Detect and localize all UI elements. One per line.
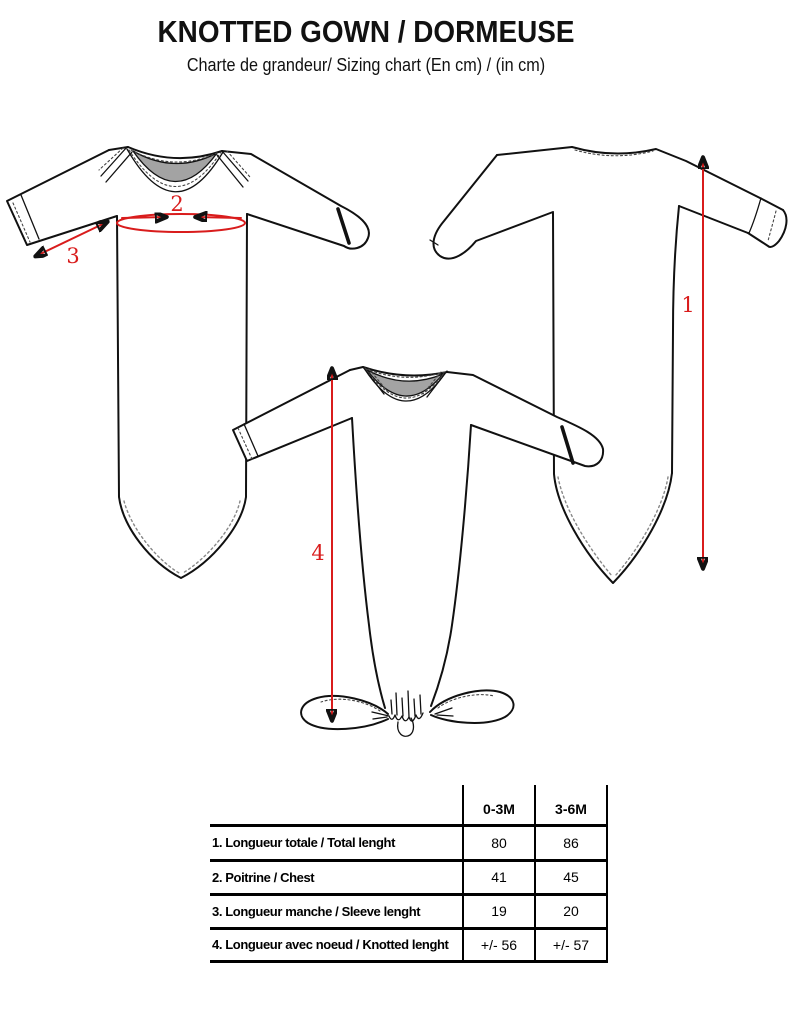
row-value: 80 [463, 825, 535, 860]
table-row [210, 860, 607, 894]
size-header-row [210, 785, 607, 825]
measure-label-3: 3 [66, 244, 80, 268]
row-label: 3. Longueur manche / Sleeve lenght [212, 903, 421, 919]
measure-label-2: 2 [170, 192, 184, 216]
row-value: 45 [535, 860, 607, 894]
sizing-table [210, 785, 608, 963]
empty-header-cell [210, 785, 463, 825]
page-title: KNOTTED GOWN / DORMEUSE [157, 14, 575, 49]
front-view-drawing [7, 147, 369, 578]
size-header-3-6m: 3-6M [535, 785, 607, 825]
size-header-0-3m: 0-3M [463, 785, 535, 825]
row-label: 2. Poitrine / Chest [212, 869, 315, 885]
table-row [210, 825, 607, 860]
row-label: 4. Longueur avec noeud / Knotted lenght [212, 937, 449, 952]
table-row [210, 928, 607, 961]
row-value: 41 [463, 860, 535, 894]
page-subtitle: Charte de grandeur/ Sizing chart (En cm) / (in cm) [186, 55, 546, 75]
knotted-view-drawing [233, 367, 603, 738]
row-value: 86 [535, 825, 607, 860]
measure-label-4: 4 [311, 541, 325, 565]
row-value: 19 [463, 894, 535, 928]
row-value: +/- 57 [535, 928, 607, 961]
row-label: 1. Longueur totale / Total lenght [212, 835, 395, 850]
measure-label-1: 1 [681, 293, 695, 317]
row-value: +/- 56 [463, 928, 535, 961]
back-view-drawing [430, 147, 786, 583]
table-row [210, 894, 607, 928]
row-value: 20 [535, 894, 607, 928]
